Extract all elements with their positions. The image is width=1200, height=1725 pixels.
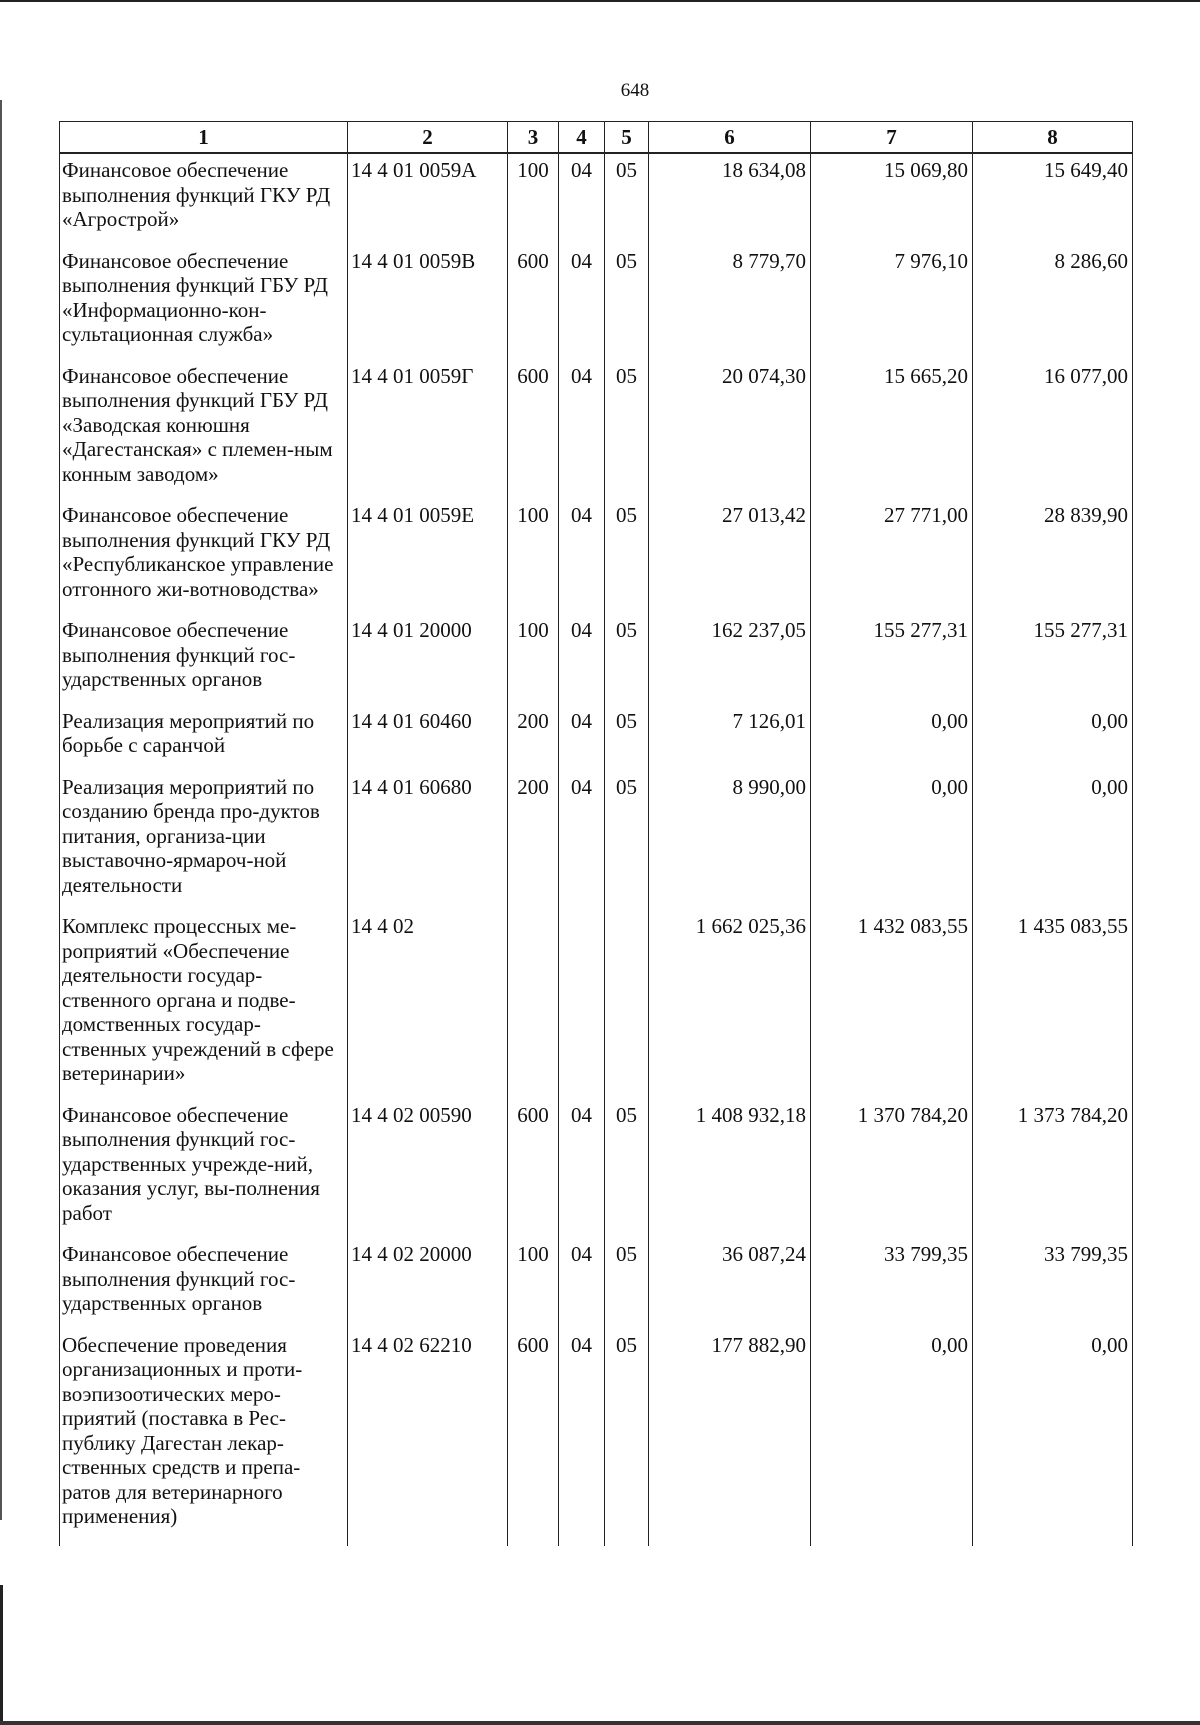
subsection: 05: [605, 153, 649, 245]
column-header: 3: [508, 122, 559, 154]
amount-col8: 1 435 083,55: [973, 910, 1133, 1099]
expense-name: Финансовое обеспечение выполнения функций ГКУ РД «Агрострой»: [60, 153, 348, 245]
expense-type: 600: [508, 360, 559, 500]
subsection: 05: [605, 360, 649, 500]
scan-top-border: [0, 0, 1200, 2]
section: 04: [559, 1099, 605, 1239]
amount-col6: 20 074,30: [649, 360, 811, 500]
budget-code: 14 4 01 20000: [348, 614, 508, 705]
section: 04: [559, 614, 605, 705]
table-row: [60, 153, 1133, 245]
expense-name: Реализация мероприятий по созданию бренда про-дуктов питания, организа-ции выставочно-ярмароч-ной деятельности: [60, 771, 348, 911]
amount-col6: 36 087,24: [649, 1238, 811, 1329]
expense-name: Финансовое обеспечение выполнения функций гос-ударственных учрежде-ний, оказания услуг, вы-полнения работ: [60, 1099, 348, 1239]
expense-name: Финансовое обеспечение выполнения функций ГБУ РД «Информационно-кон-сультационная служба»: [60, 245, 348, 360]
column-header: 8: [973, 122, 1133, 154]
table-row: [60, 771, 1133, 911]
amount-col7: 27 771,00: [811, 499, 973, 614]
amount-col7: 0,00: [811, 771, 973, 911]
table-row: [60, 245, 1133, 360]
subsection: [605, 910, 649, 1099]
column-header: 1: [60, 122, 348, 154]
expense-name: Реализация мероприятий по борьбе с саранчой: [60, 705, 348, 771]
page-number: 648: [620, 80, 650, 101]
section: 04: [559, 245, 605, 360]
budget-code: 14 4 02 20000: [348, 1238, 508, 1329]
expense-type: 600: [508, 1329, 559, 1546]
subsection: 05: [605, 614, 649, 705]
expense-name: Финансовое обеспечение выполнения функций ГКУ РД «Республиканское управление отгонного жи-вотноводства»: [60, 499, 348, 614]
scan-left-edge-bottom: [0, 1585, 3, 1725]
subsection: 05: [605, 1099, 649, 1239]
amount-col8: 1 373 784,20: [973, 1099, 1133, 1239]
table-row: [60, 614, 1133, 705]
amount-col8: 0,00: [973, 771, 1133, 911]
amount-col6: 8 779,70: [649, 245, 811, 360]
section: 04: [559, 705, 605, 771]
expense-name: Комплекс процессных ме-роприятий «Обеспечение деятельности государ-ственного органа и подве-домственных государ-ственных учреждений в сфере ветеринарии»: [60, 910, 348, 1099]
amount-col8: 155 277,31: [973, 614, 1133, 705]
expense-type: 100: [508, 153, 559, 245]
amount-col6: 162 237,05: [649, 614, 811, 705]
subsection: 05: [605, 1238, 649, 1329]
column-header: 2: [348, 122, 508, 154]
amount-col8: 0,00: [973, 705, 1133, 771]
table-header: [60, 122, 1133, 154]
amount-col8: 8 286,60: [973, 245, 1133, 360]
budget-code: 14 4 02 00590: [348, 1099, 508, 1239]
table-body: [60, 153, 1133, 1546]
amount-col6: 1 662 025,36: [649, 910, 811, 1099]
table-row: [60, 705, 1133, 771]
table-row: [60, 1329, 1133, 1546]
amount-col8: 0,00: [973, 1329, 1133, 1546]
expense-type: 100: [508, 499, 559, 614]
table-row: [60, 1238, 1133, 1329]
table-row: [60, 910, 1133, 1099]
budget-code: 14 4 02: [348, 910, 508, 1099]
amount-col6: 177 882,90: [649, 1329, 811, 1546]
amount-col6: 18 634,08: [649, 153, 811, 245]
budget-table: [59, 121, 1133, 1546]
expense-type: 200: [508, 705, 559, 771]
column-header: 7: [811, 122, 973, 154]
column-header: 4: [559, 122, 605, 154]
section: 04: [559, 1329, 605, 1546]
amount-col6: 8 990,00: [649, 771, 811, 911]
table-row: [60, 499, 1133, 614]
subsection: 05: [605, 771, 649, 911]
budget-code: 14 4 01 0059В: [348, 245, 508, 360]
expense-type: 100: [508, 1238, 559, 1329]
budget-code: 14 4 01 0059Г: [348, 360, 508, 500]
section: 04: [559, 360, 605, 500]
subsection: 05: [605, 245, 649, 360]
table-row: [60, 360, 1133, 500]
amount-col6: 1 408 932,18: [649, 1099, 811, 1239]
budget-code: 14 4 01 0059А: [348, 153, 508, 245]
subsection: 05: [605, 705, 649, 771]
expense-name: Финансовое обеспечение выполнения функций гос-ударственных органов: [60, 614, 348, 705]
amount-col8: 16 077,00: [973, 360, 1133, 500]
scan-left-edge: [0, 100, 2, 1520]
expense-name: Финансовое обеспечение выполнения функций ГБУ РД «Заводская конюшня «Дагестанская» с племен-ным конным заводом»: [60, 360, 348, 500]
amount-col7: 1 432 083,55: [811, 910, 973, 1099]
section: [559, 910, 605, 1099]
amount-col6: 7 126,01: [649, 705, 811, 771]
column-header: 6: [649, 122, 811, 154]
table-row: [60, 1099, 1133, 1239]
amount-col8: 15 649,40: [973, 153, 1133, 245]
section: 04: [559, 153, 605, 245]
budget-code: 14 4 01 0059Е: [348, 499, 508, 614]
amount-col7: 0,00: [811, 705, 973, 771]
column-header: 5: [605, 122, 649, 154]
expense-type: [508, 910, 559, 1099]
section: 04: [559, 499, 605, 614]
amount-col8: 33 799,35: [973, 1238, 1133, 1329]
amount-col8: 28 839,90: [973, 499, 1133, 614]
budget-code: 14 4 01 60460: [348, 705, 508, 771]
amount-col7: 0,00: [811, 1329, 973, 1546]
expense-type: 600: [508, 1099, 559, 1239]
amount-col7: 15 665,20: [811, 360, 973, 500]
expense-type: 200: [508, 771, 559, 911]
amount-col7: 33 799,35: [811, 1238, 973, 1329]
subsection: 05: [605, 499, 649, 614]
amount-col7: 155 277,31: [811, 614, 973, 705]
amount-col7: 1 370 784,20: [811, 1099, 973, 1239]
expense-type: 100: [508, 614, 559, 705]
budget-code: 14 4 01 60680: [348, 771, 508, 911]
amount-col7: 7 976,10: [811, 245, 973, 360]
expense-name: Обеспечение проведения организационных и проти-воэпизоотических меро-приятий (поставка в Рес-публику Дагестан лекар-ственных средств и препа-ратов для ветеринарного применения): [60, 1329, 348, 1546]
amount-col6: 27 013,42: [649, 499, 811, 614]
expense-name: Финансовое обеспечение выполнения функций гос-ударственных органов: [60, 1238, 348, 1329]
expense-type: 600: [508, 245, 559, 360]
subsection: 05: [605, 1329, 649, 1546]
scan-bottom-border: [0, 1721, 1200, 1725]
amount-col7: 15 069,80: [811, 153, 973, 245]
header-row: [60, 122, 1133, 154]
section: 04: [559, 1238, 605, 1329]
section: 04: [559, 771, 605, 911]
budget-code: 14 4 02 62210: [348, 1329, 508, 1546]
